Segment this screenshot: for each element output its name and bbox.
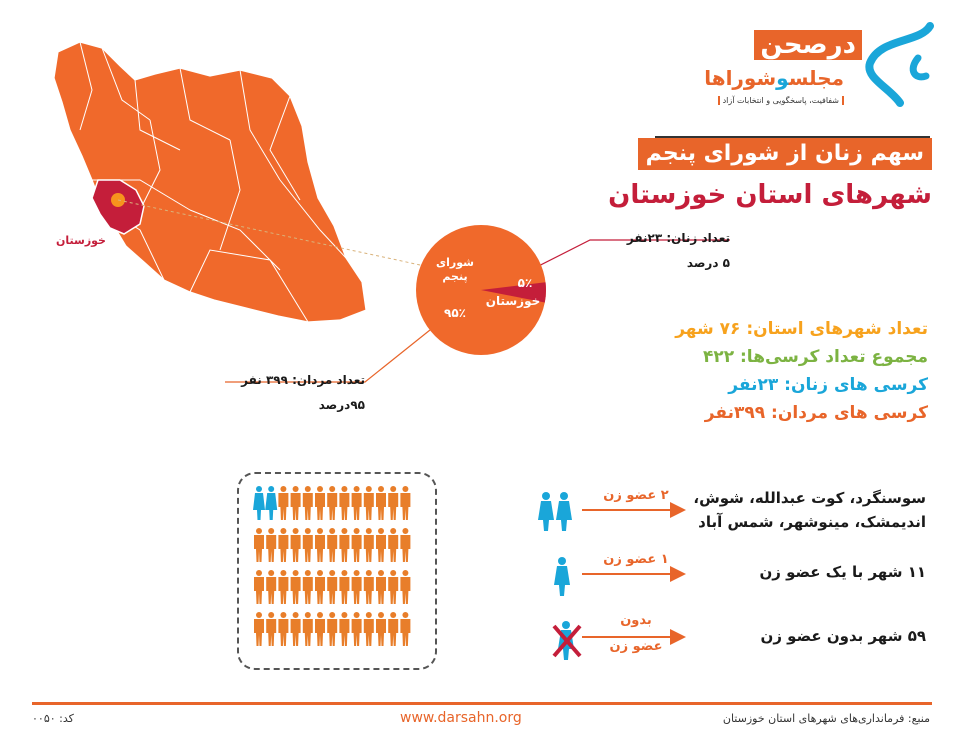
- brand-subtitle: مجلسوشوراها: [704, 66, 844, 90]
- pie-women-label: خوزستان: [485, 294, 541, 308]
- row3-arrow-label: بدون عضو زن: [609, 613, 663, 654]
- men-callout-count: تعداد مردان: ۳۹۹ نفر: [241, 373, 365, 387]
- stat-cities: تعداد شهرهای استان: ۷۶ شهر: [675, 319, 928, 339]
- row2-arrow-label: ۱ عضو زن: [603, 552, 669, 567]
- map-province-label: خوزستان: [56, 234, 106, 247]
- brand-name: درصحن: [754, 30, 862, 60]
- pie-men-pct: ۹۵٪: [444, 306, 466, 320]
- row1-woman-icon: [538, 492, 572, 531]
- title-line2: شهرهای استان خوزستان: [608, 180, 932, 210]
- footer-source: منبع: فرمانداری‌های شهرهای استان خوزستان: [722, 712, 930, 725]
- stat-women-seats: کرسی های زنان: ۲۳نفر: [728, 375, 928, 395]
- pie-women-pct: ۵٪: [517, 276, 533, 290]
- footer-website[interactable]: www.darsahn.org: [400, 710, 522, 726]
- row2-text: ۱۱ شهر با یک عضو زن: [759, 563, 926, 581]
- footer-code: کد: ۰۰۵۰: [32, 712, 74, 725]
- women-callout-count: تعداد زنان: ۲۳نفر: [626, 231, 730, 245]
- row3-no-woman-icon: [554, 621, 580, 660]
- stat-men-seats: کرسی های مردان: ۳۹۹نفر: [704, 403, 928, 423]
- stat-seats: مجموع تعداد کرسی‌ها: ۴۲۲: [702, 347, 928, 367]
- row3-text: ۵۹ شهر بدون عضو زن: [760, 627, 926, 645]
- men-callout-pct: ۹۵درصد: [318, 398, 365, 412]
- row1-text: سوسنگرد، کوت عبدالله، شوش، اندیمشک، مینوشهر، شمس آباد: [693, 489, 926, 531]
- pie-council-label: شورای پنجم: [436, 256, 474, 283]
- women-callout-pct: ۵ درصد: [686, 256, 730, 270]
- title-line1: سهم زنان از شورای پنجم: [638, 138, 932, 170]
- footer-rule: [32, 702, 932, 705]
- brand-tagline: شفافیت، پاسخگویی و انتخابات آزاد: [718, 96, 844, 105]
- row2-woman-icon: [554, 557, 570, 596]
- row1-arrow-label: ۲ عضو زن: [603, 488, 669, 503]
